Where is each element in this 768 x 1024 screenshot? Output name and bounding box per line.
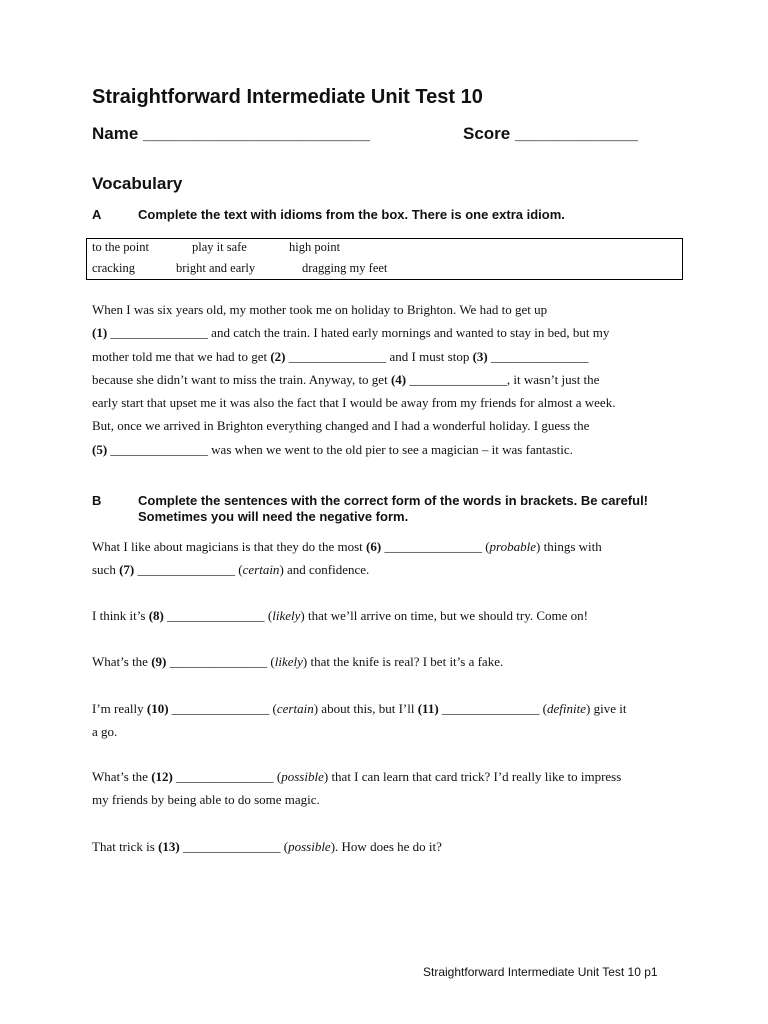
text-line: But, once we arrived in Brighton everything changed and I had a wonderful holiday. I guess the [92, 418, 590, 434]
text-line: When I was six years old, my mother took me on holiday to Brighton. We had to get up [92, 302, 548, 317]
part-b-letter: B [92, 493, 102, 508]
part-a-letter: A [92, 207, 102, 222]
sentence-9: What’s the (9) _______________ (likely) that the knife is real? I bet it’s a fake. [92, 654, 504, 669]
bracket-word: probable [489, 539, 537, 554]
gap-number: (9) [151, 654, 167, 669]
bracket-word: likely [274, 654, 303, 669]
bracket-word: certain [276, 701, 314, 716]
idiom-item: cracking [92, 261, 136, 275]
part-a-text [92, 298, 682, 461]
idiom-item: to the point [92, 240, 149, 254]
text-line: mother told me that we had to get (2) _______________ and I must stop (3) _______________ [92, 348, 589, 364]
text-line: (5) _______________ was when we went to the old pier to see a magician – it was fantastic. [92, 441, 573, 457]
name-field [92, 124, 370, 144]
name-blank: ________________________ [143, 124, 370, 143]
idiom-item: play it safe [192, 240, 247, 254]
bracket-word: possible [281, 769, 324, 784]
score-label: Score [463, 124, 511, 143]
score-field [463, 124, 638, 144]
bracket-word: possible [288, 839, 331, 854]
gap-number: (7) [119, 562, 135, 577]
gap-number: (10) [146, 701, 169, 716]
idiom-item: dragging my feet [302, 261, 388, 275]
part-b-instruction-text: Complete the sentences with the correct form of the words in brackets. Be careful! Sometimes you will need the negative form. [138, 493, 649, 524]
sentence-8: I think it’s (8) _______________ (likely) that we’ll arrive on time, but we should try. Come on! [92, 608, 588, 623]
text-line: early start that upset me it was also the fact that I would be away from my friends for almost a week. [92, 395, 616, 411]
gap-number: (5) [92, 441, 108, 457]
gap-number: (1) [92, 325, 108, 341]
sentence-6-7: What I like about magicians is that they do the most (6) _______________ (probable) things with such (7) _______________ (certain) and confidence. [92, 539, 602, 577]
text-line: because she didn’t want to miss the train. Anyway, to get (4) _______________, it wasn’t just the [92, 371, 600, 387]
section-heading: Vocabulary [92, 174, 183, 193]
score-blank: _____________ [514, 124, 638, 143]
page-title: Straightforward Intermediate Unit Test 10 [92, 86, 483, 108]
gap-number: (6) [366, 539, 382, 554]
idiom-item: high point [289, 240, 341, 254]
idiom-item: bright and early [176, 261, 256, 275]
gap-number: (2) [270, 348, 286, 364]
text-line: (1) _______________ and catch the train. I hated early mornings and wanted to stay in bed, but my [92, 325, 610, 341]
bracket-word: certain [242, 562, 280, 577]
page-footer: Straightforward Intermediate Unit Test 10 p1 [423, 965, 658, 979]
gap-number: (11) [417, 701, 439, 716]
idiom-box [86, 238, 683, 280]
name-label: Name [92, 124, 139, 143]
gap-number: (12) [151, 769, 173, 784]
gap-number: (3) [472, 348, 488, 364]
gap-number: (13) [158, 839, 180, 854]
bracket-word: definite [547, 701, 587, 716]
gap-number: (4) [390, 371, 407, 387]
part-a-instruction-text: Complete the text with idioms from the box. There is one extra idiom. [138, 207, 565, 222]
sentence-10-11: I’m really (10) _______________ (certain) about this, but I’ll (11) _______________ (definite) give it a go. [92, 701, 627, 739]
bracket-word: likely [272, 608, 301, 623]
sentence-12: What’s the (12) _______________ (possible) that I can learn that card trick? I’d really like to impress my friends by being able to do some magic. [92, 769, 622, 807]
gap-number: (8) [148, 608, 164, 623]
part-b-instruction [92, 493, 667, 525]
part-a-instruction [92, 207, 652, 223]
sentence-13: That trick is (13) _______________ (possible). How does he do it? [92, 839, 442, 854]
